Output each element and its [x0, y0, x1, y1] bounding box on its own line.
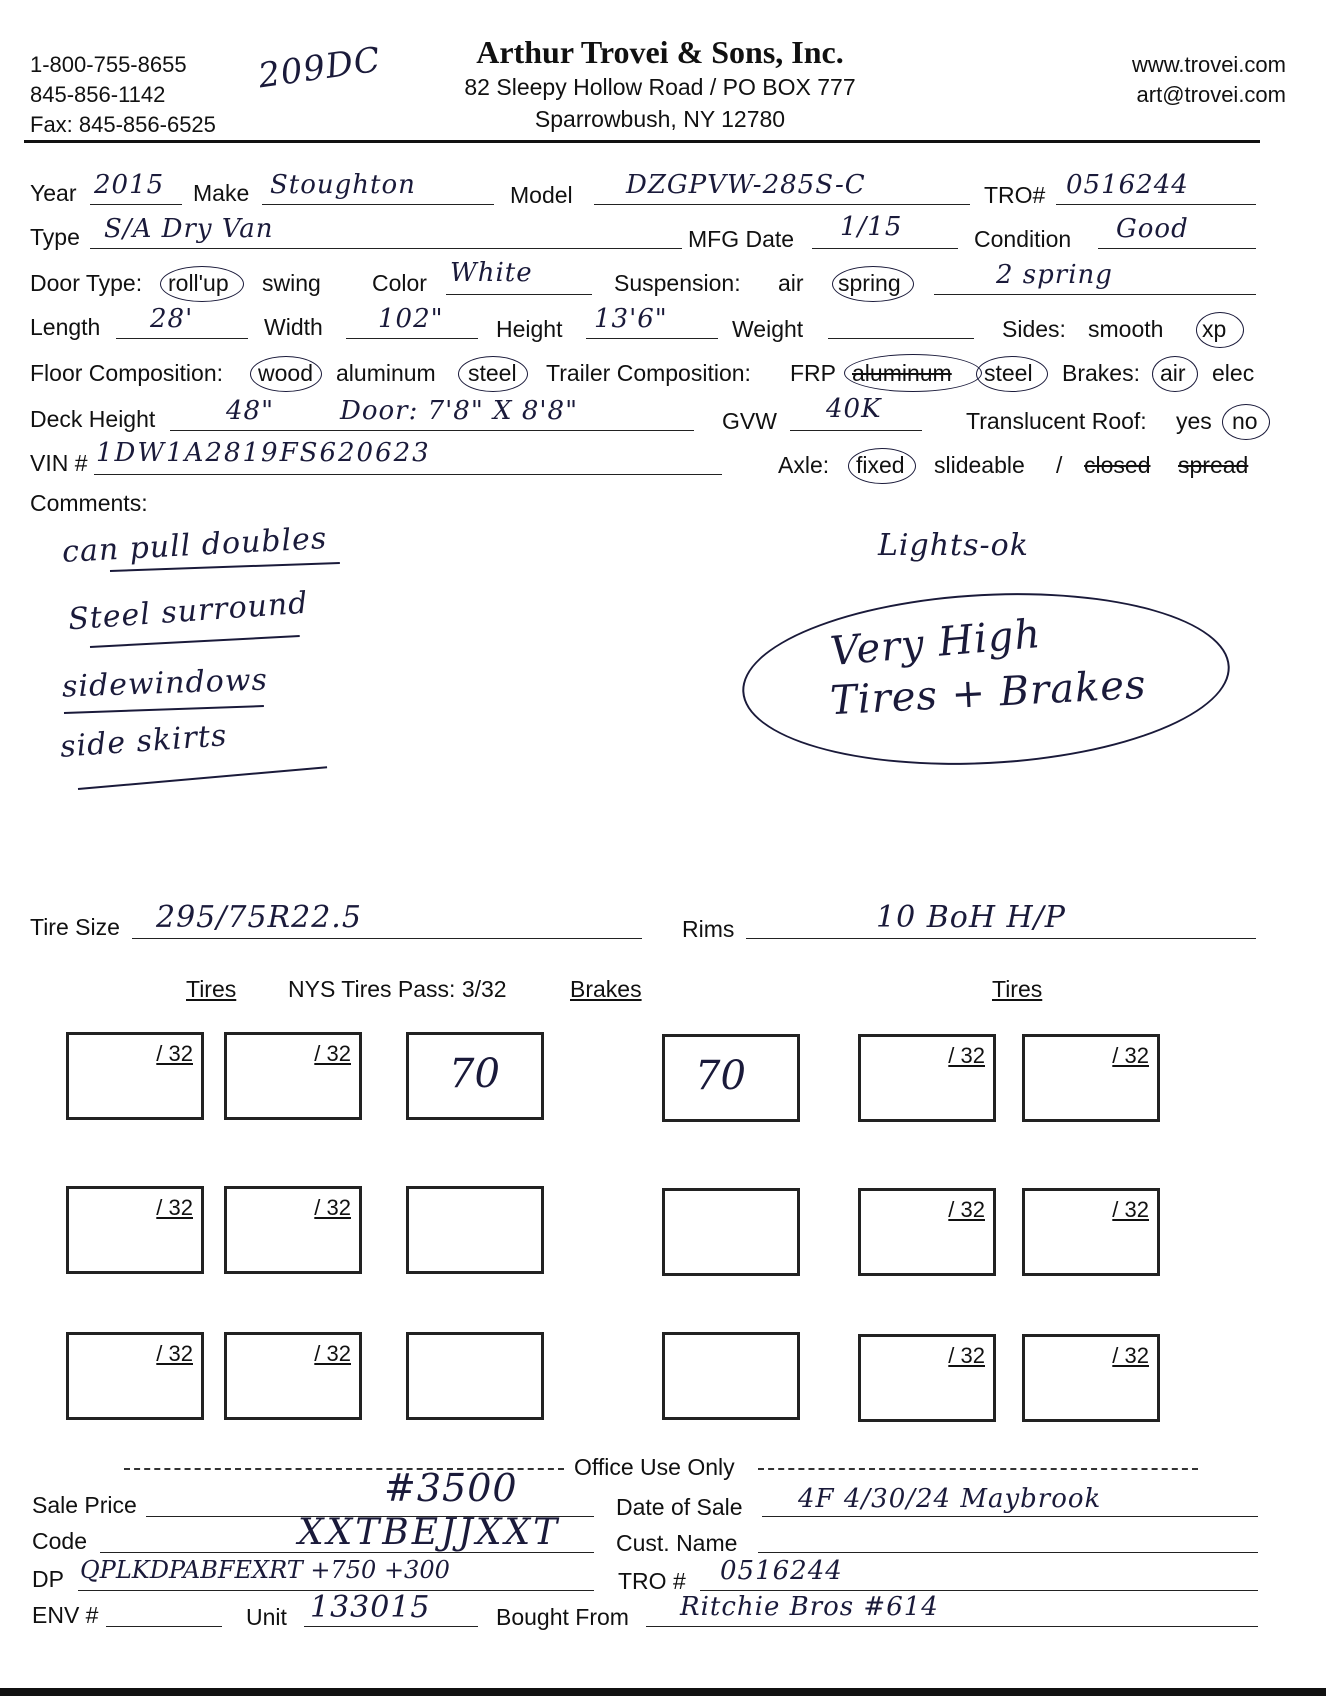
brake-box-r1-right[interactable]	[662, 1034, 800, 1122]
tread-fraction: / 32	[156, 1041, 193, 1066]
width-line	[346, 338, 478, 339]
tire-box-r3-c2[interactable]	[224, 1332, 362, 1420]
type-label: Type	[30, 224, 80, 250]
make-value[interactable]: Stoughton	[270, 170, 416, 200]
floor-steel-circle	[458, 356, 528, 392]
tire-box-r1-c1[interactable]	[66, 1032, 204, 1120]
color-line	[446, 294, 592, 295]
vin-value[interactable]: 1DW1A2819FS620623	[96, 438, 431, 468]
suspension-option-spring[interactable]: spring	[838, 270, 901, 296]
company-name: Arthur Trovei & Sons, Inc.	[476, 34, 844, 70]
floor-wood-circle	[250, 356, 322, 392]
bottom-edge-bar	[0, 1688, 1326, 1696]
tread-fraction: / 32	[314, 1341, 351, 1366]
comment-underline-3	[64, 705, 264, 714]
office-tro-value[interactable]: 0516244	[720, 1556, 843, 1586]
model-label: Model	[510, 182, 573, 208]
trailer-label: Trailer Composition:	[546, 360, 751, 386]
gvw-value[interactable]: 40K	[826, 394, 882, 424]
date-of-sale-line	[762, 1516, 1258, 1517]
brake-value-right: 70	[695, 1053, 746, 1099]
tire-box-r2-c6[interactable]	[1022, 1188, 1160, 1276]
tread-fraction: / 32	[1112, 1197, 1149, 1222]
door-option-rollup[interactable]: roll'up	[168, 270, 229, 296]
door-option-swing[interactable]: swing	[262, 270, 321, 296]
brake-value-left: 70	[449, 1051, 500, 1097]
weight-label: Weight	[732, 316, 804, 342]
brake-box-r2-right[interactable]	[662, 1188, 800, 1276]
date-of-sale-label: Date of Sale	[616, 1494, 743, 1520]
suspension-option-air[interactable]: air	[778, 270, 804, 296]
length-label: Length	[30, 314, 101, 340]
bought-from-value[interactable]: Ritchie Bros #614	[680, 1592, 939, 1622]
bought-from-line	[646, 1626, 1258, 1627]
sides-option-smooth[interactable]: smooth	[1088, 316, 1164, 342]
address-line-2: Sparrowbush, NY 12780	[534, 106, 786, 132]
tread-fraction: / 32	[1112, 1043, 1149, 1068]
office-divider-right	[758, 1468, 1198, 1470]
tires-header-right: Tires	[992, 976, 1043, 1002]
year-line	[90, 204, 182, 205]
lights-comment[interactable]: Lights-ok	[878, 528, 1029, 563]
dp-value[interactable]: QPLKDPABFEXRT +750 +300	[80, 1556, 450, 1584]
header-divider	[24, 140, 1260, 143]
axle-label: Axle:	[778, 452, 830, 478]
year-label: Year	[30, 180, 77, 206]
unit-line	[304, 1626, 478, 1627]
unit-label: Unit	[246, 1604, 287, 1630]
brakes-label: Brakes:	[1062, 360, 1140, 386]
env-label: ENV #	[32, 1602, 99, 1628]
mfg-line	[812, 248, 958, 249]
door-type-label: Door Type:	[30, 270, 143, 296]
color-label: Color	[372, 270, 427, 296]
sides-label: Sides:	[1002, 316, 1066, 342]
bought-from-label: Bought From	[496, 1604, 629, 1630]
unit-value[interactable]: 133015	[310, 1590, 431, 1625]
sale-price-value[interactable]: #3500	[384, 1466, 518, 1510]
axle-separator: /	[1056, 452, 1063, 478]
brakes-option-elec[interactable]: elec	[1212, 360, 1255, 386]
tread-fraction: / 32	[156, 1195, 193, 1220]
floor-option-steel[interactable]: steel	[468, 360, 517, 386]
tire-box-r3-c1[interactable]	[66, 1332, 204, 1420]
type-value[interactable]: S/A Dry Van	[104, 214, 274, 244]
floor-option-wood[interactable]: wood	[258, 360, 313, 386]
trailer-aluminum-circle	[844, 354, 982, 392]
code-label: Code	[32, 1528, 87, 1554]
contact-block	[1132, 50, 1286, 110]
axle-option-closed[interactable]: closed	[1084, 452, 1151, 478]
model-line	[594, 204, 970, 205]
tire-box-r3-c6[interactable]	[1022, 1334, 1160, 1422]
trailer-option-frp[interactable]: FRP	[790, 360, 836, 386]
axle-option-slideable[interactable]: slideable	[934, 452, 1025, 478]
rims-label: Rims	[682, 916, 735, 942]
width-value[interactable]: 102"	[378, 304, 444, 334]
comment-line-1[interactable]: can pull doubles	[61, 521, 329, 570]
brakes-air-circle	[1152, 356, 1198, 392]
nys-tires-pass: NYS Tires Pass: 3/32	[288, 976, 507, 1002]
axle-option-fixed[interactable]: fixed	[856, 452, 905, 478]
suspension-label: Suspension:	[614, 270, 741, 296]
dp-label: DP	[32, 1566, 64, 1592]
color-value[interactable]: White	[450, 258, 533, 288]
brakes-header: Brakes	[570, 976, 642, 1002]
year-value[interactable]: 2015	[94, 170, 165, 200]
phone-local: 845-856-1142	[30, 82, 166, 107]
company-block	[430, 34, 890, 135]
condition-label: Condition	[974, 226, 1072, 252]
condition-line	[1098, 248, 1256, 249]
rims-value[interactable]: 10 BoH H/P	[876, 900, 1066, 935]
tire-box-r1-c5[interactable]	[858, 1034, 996, 1122]
comment-underline-4	[78, 766, 327, 790]
length-value[interactable]: 28'	[150, 304, 194, 334]
office-use-title: Office Use Only	[574, 1454, 735, 1480]
translucent-roof-label: Translucent Roof:	[966, 408, 1147, 434]
cust-name-label: Cust. Name	[616, 1530, 738, 1556]
tread-fraction: / 32	[1112, 1343, 1149, 1368]
length-line	[116, 338, 248, 339]
height-value[interactable]: 13'6"	[594, 304, 668, 334]
vin-label: VIN #	[30, 450, 88, 476]
trailer-steel-circle	[976, 356, 1048, 392]
height-label: Height	[496, 316, 563, 342]
make-line	[262, 204, 494, 205]
address-line-1: 82 Sleepy Hollow Road / PO BOX 777	[464, 74, 856, 100]
sale-price-label: Sale Price	[32, 1492, 137, 1518]
floor-option-aluminum[interactable]: aluminum	[336, 360, 436, 386]
code-value[interactable]: XXTBEJJXXT	[298, 1512, 561, 1553]
tire-size-value[interactable]: 295/75R22.5	[156, 900, 362, 935]
tire-box-r2-c2[interactable]	[224, 1186, 362, 1274]
tire-size-line	[132, 938, 642, 939]
tro-label: TRO#	[984, 182, 1046, 208]
tire-box-r1-c6[interactable]	[1022, 1034, 1160, 1122]
tire-box-r1-c2[interactable]	[224, 1032, 362, 1120]
email-link[interactable]: art@trovei.com	[1136, 82, 1286, 107]
trailer-option-steel[interactable]: steel	[984, 360, 1033, 386]
tread-fraction: / 32	[948, 1197, 985, 1222]
roof-option-no[interactable]: no	[1232, 408, 1258, 434]
width-label: Width	[264, 314, 323, 340]
handwritten-code: 209DC	[255, 39, 384, 97]
mfg-label: MFG Date	[688, 226, 795, 252]
brake-box-r3-left[interactable]	[406, 1332, 544, 1420]
deck-height-label: Deck Height	[30, 406, 156, 432]
sides-option-xp[interactable]: xp	[1202, 316, 1227, 342]
brakes-option-air[interactable]: air	[1160, 360, 1186, 386]
comments-label: Comments:	[30, 490, 148, 516]
suspension-extra-value[interactable]: 2 spring	[996, 260, 1113, 290]
axle-fixed-circle	[848, 448, 916, 484]
door-dimensions-value[interactable]: Door: 7'8" X 8'8"	[340, 396, 579, 426]
phone-list	[30, 50, 216, 140]
suspension-spring-circle	[832, 266, 914, 302]
cust-name-line	[758, 1552, 1258, 1553]
tire-box-r2-c1[interactable]	[66, 1186, 204, 1274]
brake-box-r3-right[interactable]	[662, 1332, 800, 1420]
model-value[interactable]: DZGPVW-285S-C	[626, 170, 866, 200]
height-line	[586, 338, 718, 339]
tread-fraction: / 32	[948, 1043, 985, 1068]
roof-no-circle	[1222, 404, 1270, 440]
type-line	[90, 248, 682, 249]
tro-value[interactable]: 0516244	[1066, 170, 1189, 200]
weight-line	[828, 338, 974, 339]
oval-comment-line-1[interactable]: Very High	[828, 610, 1043, 676]
rims-line	[746, 938, 1256, 939]
tro-line	[1056, 204, 1256, 205]
trailer-option-aluminum[interactable]: aluminum	[852, 360, 952, 386]
roof-option-yes[interactable]: yes	[1176, 408, 1212, 434]
oval-comment-line-2[interactable]: Tires + Brakes	[829, 661, 1148, 725]
office-tro-line	[700, 1590, 1258, 1591]
tread-fraction: / 32	[156, 1341, 193, 1366]
phone-tollfree: 1-800-755-8655	[30, 52, 187, 77]
deck-height-value[interactable]: 48"	[226, 396, 275, 426]
sides-xp-circle	[1196, 312, 1244, 348]
tire-box-r2-c5[interactable]	[858, 1188, 996, 1276]
tread-fraction: / 32	[948, 1343, 985, 1368]
vin-line	[94, 474, 722, 475]
axle-option-spread[interactable]: spread	[1178, 452, 1249, 478]
gvw-line	[790, 430, 922, 431]
comment-line-2[interactable]: Steel surround	[67, 585, 310, 638]
comment-underline-2	[90, 635, 300, 648]
env-line	[106, 1626, 222, 1627]
tires-header-left: Tires	[186, 976, 237, 1002]
condition-value[interactable]: Good	[1116, 214, 1189, 244]
tread-fraction: / 32	[314, 1195, 351, 1220]
floor-label: Floor Composition:	[30, 360, 224, 386]
brake-box-r1-left[interactable]	[406, 1032, 544, 1120]
phone-fax: Fax: 845-856-6525	[30, 112, 216, 137]
date-of-sale-value[interactable]: 4F 4/30/24 Maybrook	[798, 1484, 1102, 1514]
comment-line-4[interactable]: side skirts	[58, 718, 229, 765]
suspension-extra-line	[934, 294, 1256, 295]
gvw-label: GVW	[722, 408, 777, 434]
tire-size-label: Tire Size	[30, 914, 120, 940]
mfg-value[interactable]: 1/15	[840, 212, 903, 242]
deck-height-line	[170, 430, 694, 431]
tire-box-r3-c5[interactable]	[858, 1334, 996, 1422]
door-rollup-circle	[160, 266, 244, 302]
make-label: Make	[193, 180, 250, 206]
tread-fraction: / 32	[314, 1041, 351, 1066]
office-tro-label: TRO #	[618, 1568, 686, 1594]
website-link[interactable]: www.trovei.com	[1131, 52, 1286, 77]
brake-box-r2-left[interactable]	[406, 1186, 544, 1274]
comment-line-3[interactable]: sidewindows	[61, 662, 269, 705]
